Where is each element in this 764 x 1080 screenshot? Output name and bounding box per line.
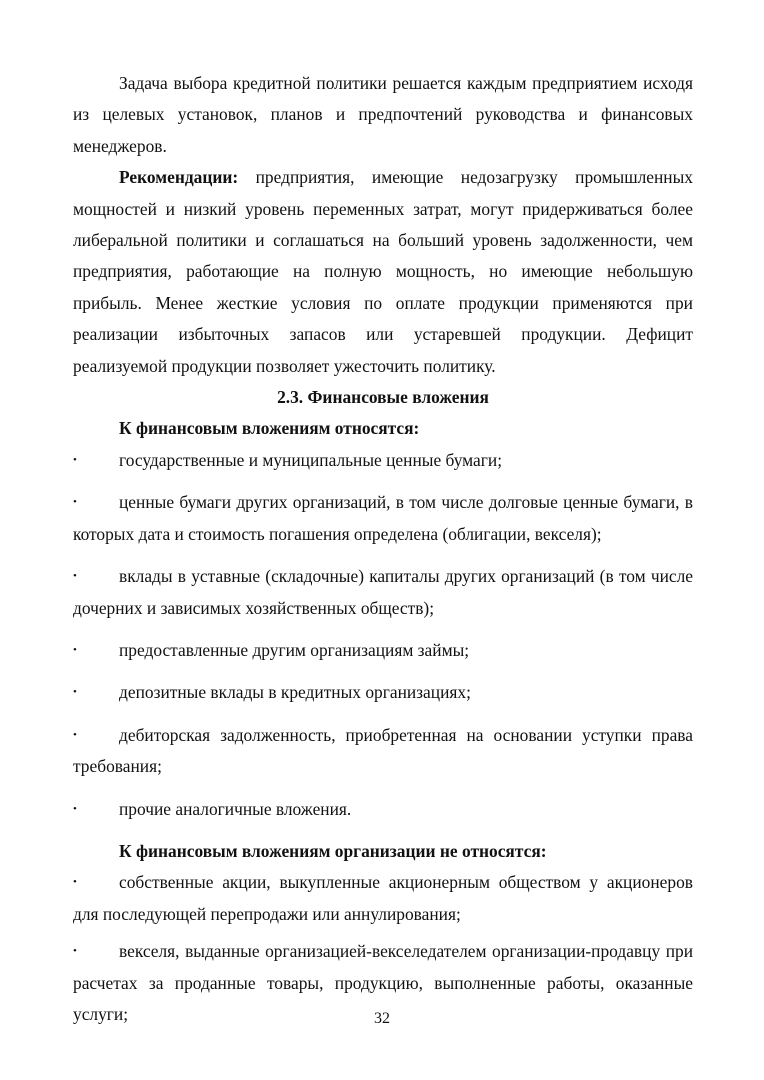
- list-item: • вклады в уставные (складочные) капиталы других организаций (в том числе дочерних и зависимых хозяйственных обществ);: [73, 561, 693, 624]
- recommendations-text: предприятия, имеющие недозагрузку промышленных мощностей и низкий уровень переменных затрат, могут придерживаться более либеральной политики и соглашаться на больший уровень задолженности, чем предприятия, работающие на полную мощность, но имеющие небольшую прибыль. Менее жесткие условия по оплате продукции применяются при реализации избыточных запасов или устаревшей продукции. Дефицит реализуемой продукции позволяет ужесточить политику.: [73, 167, 693, 376]
- bullet-icon: •: [73, 728, 77, 741]
- paragraph-credit-policy: Задача выбора кредитной политики решается каждым предприятием исходя из целевых установок, планов и предпочтений руководства и финансовых менеджеров.: [73, 73, 693, 156]
- included-heading: К финансовым вложениям относятся:: [119, 418, 420, 439]
- bullet-icon: •: [73, 643, 77, 656]
- list-item: • государственные и муниципальные ценные бумаги;: [73, 445, 693, 476]
- excluded-heading: К финансовым вложениям организации не относятся:: [119, 840, 547, 861]
- list-item: • депозитные вклады в кредитных организациях;: [73, 677, 693, 708]
- paragraph-recommendations: [73, 162, 693, 382]
- recommendations-label: Рекомендации:: [119, 167, 239, 188]
- bullet-icon: •: [73, 802, 77, 815]
- section-title: 2.3. Финансовые вложения: [277, 387, 489, 408]
- bullet-icon: •: [73, 453, 77, 466]
- list-item: • ценные бумаги других организаций, в том числе долговые ценные бумаги, в которых дата и стоимость погашения определена (облигации, векселя);: [73, 487, 693, 550]
- list-item: • векселя, выданные организацией-векселедателем организации-продавцу при расчетах за проданные товары, продукцию, выполненные работы, оказанные услуги;: [73, 936, 693, 1030]
- bullet-icon: •: [73, 496, 77, 509]
- excluded-list: [73, 867, 693, 1030]
- list-item: • дебиторская задолженность, приобретенная на основании уступки права требования;: [73, 720, 693, 783]
- bullet-icon: •: [73, 570, 77, 583]
- page-number: 32: [374, 1010, 390, 1027]
- included-list: [73, 445, 693, 825]
- bullet-icon: •: [73, 876, 77, 889]
- list-item: • предоставленные другим организациям займы;: [73, 635, 693, 666]
- page-body: [73, 68, 693, 1041]
- list-item: • собственные акции, выкупленные акционерным обществом у акционеров для последующей перепродажи или аннулирования;: [73, 867, 693, 930]
- bullet-icon: •: [73, 945, 77, 958]
- list-item: • прочие аналогичные вложения.: [73, 794, 693, 825]
- bullet-icon: •: [73, 686, 77, 699]
